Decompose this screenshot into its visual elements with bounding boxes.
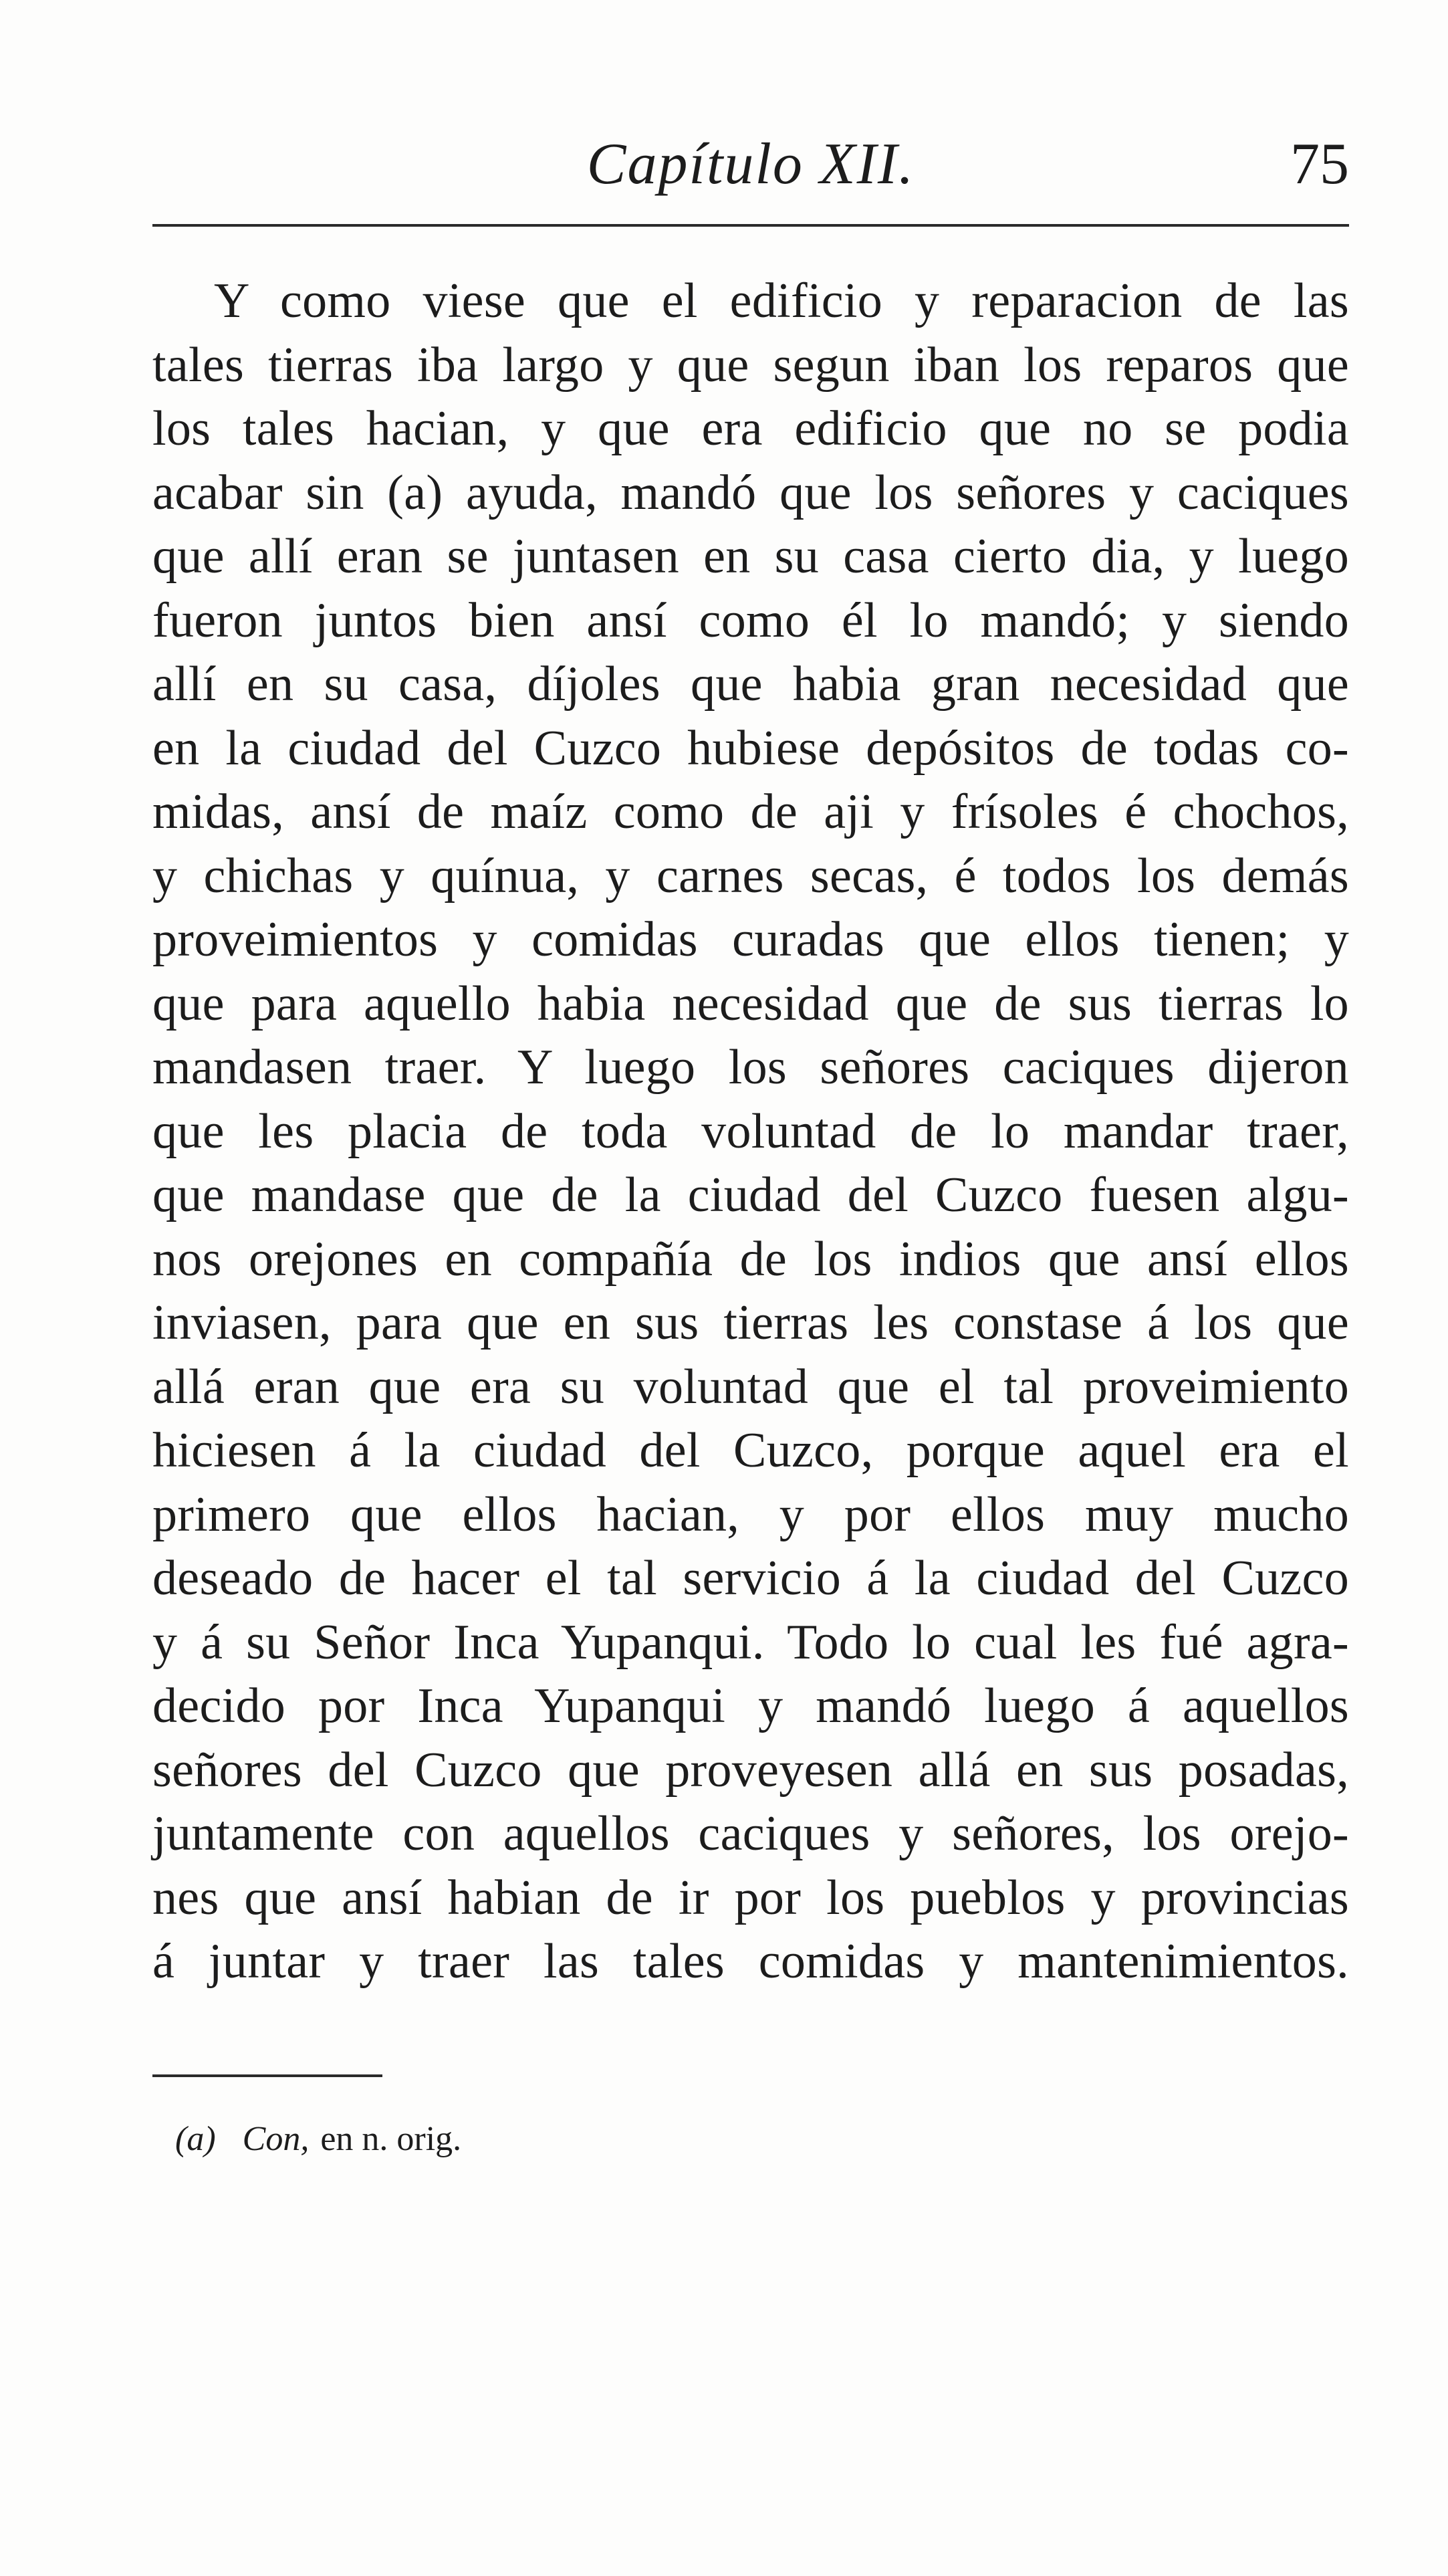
text-line: que les placia de toda voluntad de lo mandar traer, [152, 1103, 1349, 1159]
header-rule [152, 224, 1349, 227]
chapter-title: Capítulo XII. [586, 132, 915, 197]
footnote-word: Con, [242, 2120, 310, 2158]
text-line: que allí eran se juntasen en su casa cierto dia, y luego [152, 529, 1349, 584]
text-line: mandasen traer. Y luego los señores caciques dijeron [152, 1040, 1349, 1095]
text-line: nos orejones en compañía de los indios que ansí ellos [152, 1231, 1349, 1287]
text-line: proveimientos y comidas curadas que ellos tienen; y [152, 912, 1349, 967]
text-line: tales tierras iba largo y que segun iban los reparos que [152, 337, 1349, 393]
text-line: hiciesen á la ciudad del Cuzco, porque aquel era el [152, 1423, 1349, 1478]
footnote-text: en n. orig. [320, 2120, 462, 2158]
text-line: inviasen, para que en sus tierras les constase á los que [152, 1295, 1349, 1350]
text-line: primero que ellos hacian, y por ellos muy mucho [152, 1487, 1349, 1542]
page-number: 75 [1290, 132, 1349, 197]
text-line: decido por Inca Yupanqui y mandó luego á aquellos [152, 1679, 1349, 1733]
text-line: en la ciudad del Cuzco hubiese depósitos de todas co- [152, 720, 1349, 776]
text-line: á juntar y traer las tales comidas y mantenimientos. [152, 1934, 1349, 1989]
body-text [152, 270, 1349, 1994]
text-line: juntamente con aquellos caciques y señores, los orejo- [152, 1806, 1349, 1861]
text-line: los tales hacian, y que era edificio que no se podia [152, 401, 1349, 456]
text-line: señores del Cuzco que proveyesen allá en sus posadas, [152, 1742, 1349, 1798]
text-line: allá eran que era su voluntad que el tal proveimiento [152, 1359, 1349, 1414]
text-line: Y como viese que el edificio y reparacion de las [214, 274, 1349, 328]
text-line: midas, ansí de maíz como de aji y frísoles é chochos, [152, 784, 1349, 839]
footnote [175, 2116, 461, 2163]
text-line: y chichas y quínua, y carnes secas, é todos los demás [152, 848, 1349, 903]
running-head [152, 124, 1349, 205]
text-line: acabar sin (a) ayuda, mandó que los señores y caciques [152, 465, 1349, 520]
footnote-rule [152, 2074, 382, 2077]
text-line: que mandase que de la ciudad del Cuzco fuesen algu- [152, 1168, 1349, 1222]
text-line: y á su Señor Inca Yupanqui. Todo lo cual les fué agra- [152, 1614, 1349, 1670]
footnote-marker: (a) [175, 2120, 216, 2158]
text-line: fueron juntos bien ansí como él lo mandó; y siendo [152, 593, 1349, 648]
text-line: deseado de hacer el tal servicio á la ciudad del Cuzco [152, 1551, 1349, 1606]
text-line: nes que ansí habian de ir por los pueblos y provincias [152, 1870, 1349, 1925]
text-line: allí en su casa, díjoles que habia gran necesidad que [152, 657, 1349, 712]
text-line: que para aquello habia necesidad que de sus tierras lo [152, 976, 1349, 1031]
